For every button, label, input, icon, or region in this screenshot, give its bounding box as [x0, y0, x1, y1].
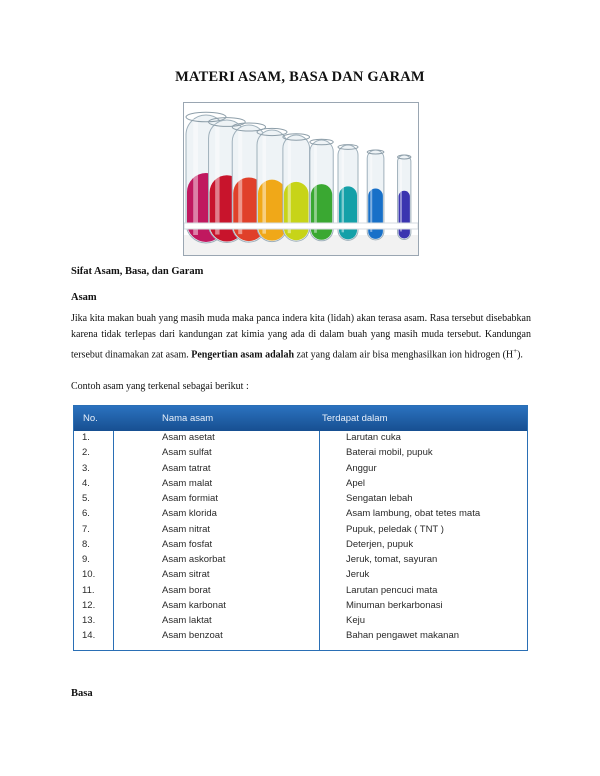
table-row [74, 508, 527, 523]
list-intro: Contoh asam yang terkenal sebagai berikut : [71, 381, 249, 392]
section-heading: Sifat Asam, Basa, dan Garam [71, 266, 204, 277]
paragraph-end: ). [517, 349, 523, 361]
paragraph-text-2: zat yang dalam air bisa menghasilkan ion hidrogen (H [294, 349, 514, 361]
subheading-asam: Asam [71, 292, 97, 303]
header-terdapat-dalam: Terdapat dalam [322, 413, 388, 424]
row-acid-name: Asam karbonat [162, 599, 226, 611]
row-number: 10. [82, 569, 96, 581]
row-source: Baterai mobil, pupuk [346, 447, 433, 459]
table-row [74, 600, 527, 615]
row-number: 2. [82, 447, 90, 459]
row-number: 12. [82, 599, 96, 611]
row-acid-name: Asam askorbat [162, 554, 226, 565]
row-number: 3. [82, 462, 90, 474]
table-row [74, 432, 527, 447]
table-row [74, 463, 527, 478]
table-row [74, 539, 527, 554]
paragraph-text-1: Jika kita makan buah yang masih muda maka panca indera kita (lidah) akan terasa asam. Rasa tersebut disebabkan karena tidak terlepas dari kandungan zat kimia yang ada di dalam buah yang masih muda tersebut. Kandungan tersebut dinamakan zat asam. [71, 313, 531, 361]
test-tubes-image [183, 102, 419, 256]
paragraph-superscript: + [513, 347, 518, 355]
acid-table [73, 405, 528, 651]
row-source: Sengatan lebah [346, 493, 413, 504]
row-number: 5. [82, 493, 90, 504]
subheading-basa: Basa [71, 688, 93, 699]
row-source: Jeruk, tomat, sayuran [346, 554, 438, 565]
table-row [74, 478, 527, 493]
table-row [74, 615, 527, 630]
row-number: 13. [82, 615, 96, 626]
row-number: 4. [82, 477, 90, 489]
test-tubes-illustration [184, 103, 418, 255]
table-header [74, 406, 527, 431]
row-number: 9. [82, 554, 90, 565]
row-acid-name: Asam laktat [162, 615, 212, 626]
row-source: Pupuk, peledak ( TNT ) [346, 523, 444, 535]
rack-shelf [184, 223, 418, 229]
row-acid-name: Asam asetat [162, 432, 215, 443]
table-row [74, 585, 527, 600]
row-acid-name: Asam malat [162, 477, 213, 489]
row-acid-name: Asam borat [162, 584, 211, 596]
row-acid-name: Asam benzoat [162, 630, 223, 642]
row-source: Apel [346, 477, 366, 489]
row-source: Larutan cuka [346, 432, 401, 443]
row-source: Asam lambung, obat tetes mata [346, 508, 481, 520]
table-row [74, 569, 527, 584]
table-row [74, 524, 527, 539]
row-acid-name: Asam fosfat [162, 538, 213, 550]
paragraph-bold: Pengertian asam adalah [191, 349, 295, 361]
header-no: No. [83, 413, 98, 424]
row-number: 7. [82, 523, 90, 535]
row-acid-name: Asam tatrat [162, 462, 211, 474]
table-row [74, 493, 527, 508]
row-acid-name: Asam sulfat [162, 447, 212, 459]
row-number: 11. [82, 584, 95, 596]
row-number: 6. [82, 508, 90, 520]
table-row [74, 447, 527, 462]
row-source: Anggur [346, 462, 377, 474]
row-source: Larutan pencuci mata [346, 584, 438, 596]
row-source: Jeruk [346, 569, 370, 581]
table-row [74, 630, 527, 645]
asam-paragraph [71, 311, 531, 363]
header-nama-asam: Nama asam [162, 413, 214, 424]
row-acid-name: Asam klorida [162, 508, 217, 520]
row-number: 8. [82, 538, 90, 550]
row-source: Deterjen, pupuk [346, 538, 414, 550]
row-number: 14. [82, 630, 96, 642]
row-acid-name: Asam formiat [162, 493, 218, 504]
row-source: Keju [346, 615, 366, 626]
page-title: MATERI ASAM, BASA DAN GARAM [175, 69, 425, 85]
row-source: Minuman berkarbonasi [346, 599, 443, 611]
row-number: 1. [82, 432, 90, 443]
row-acid-name: Asam sitrat [162, 569, 210, 581]
row-source: Bahan pengawet makanan [346, 630, 460, 642]
row-acid-name: Asam nitrat [162, 523, 211, 535]
table-row [74, 554, 527, 569]
